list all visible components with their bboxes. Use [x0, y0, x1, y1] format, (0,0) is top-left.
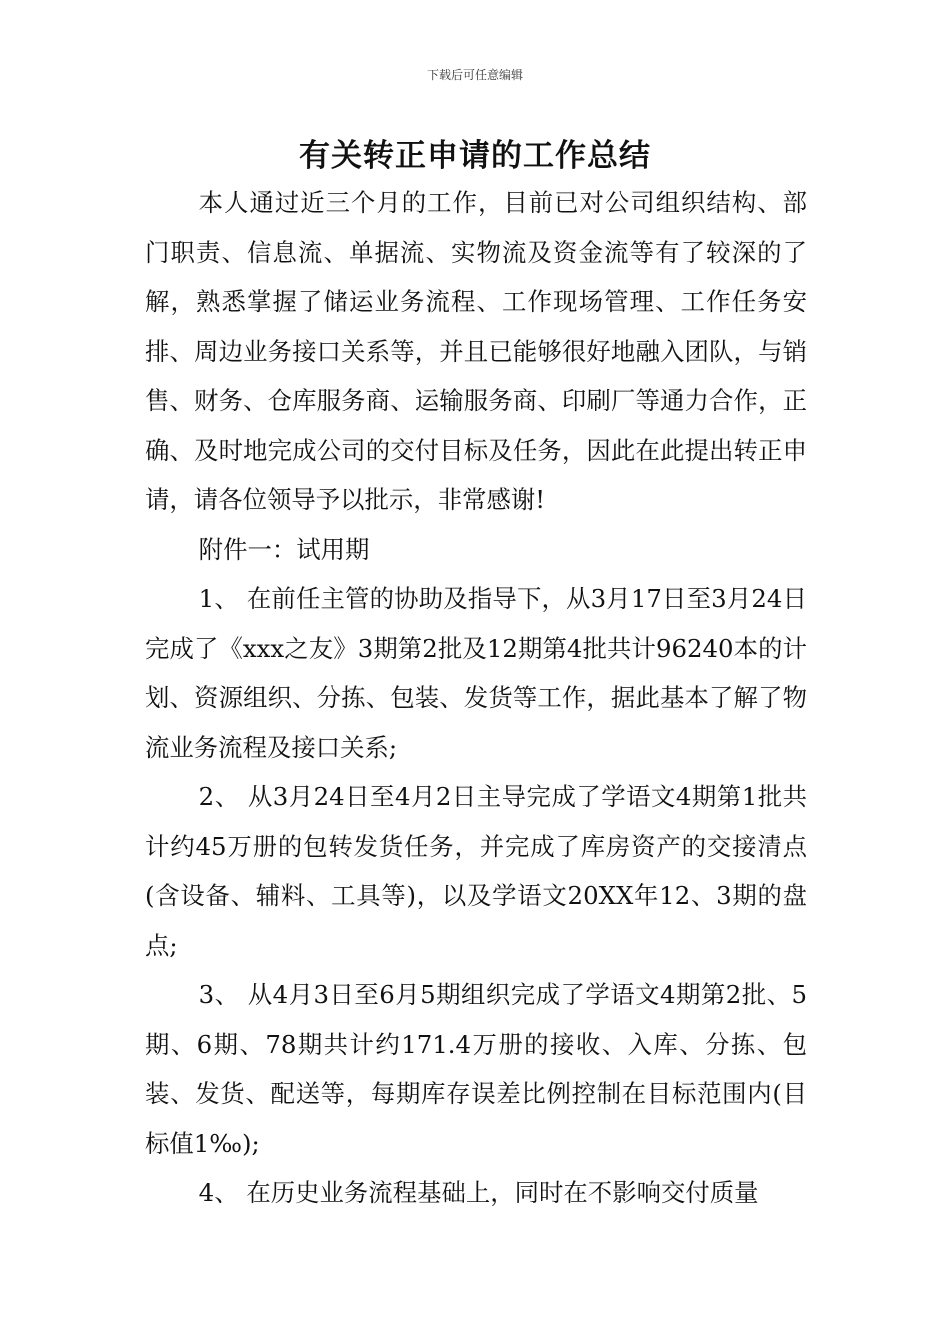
paragraph-item-4: 4、 在历史业务流程基础上，同时在不影响交付质量	[198, 1178, 759, 1207]
paragraph-attachment-heading: 附件一：试用期	[198, 534, 370, 564]
paragraph-intro: 本人通过近三个月的工作，目前已对公司组织结构、部门职责、信息流、单据流、实物流及资金流等有了较深的了解，熟悉掌握了储运业务流程、工作现场管理、工作任务安排、周边业务接口关系等，并且已能够很好地融入团队，与销售、财务、仓库服务商、运输服务商、印刷厂等通力合作，正确、及时地完成公司的交付目标及任务，因此在此提出转正申请，请各位领导予以批示，非常感谢!	[145, 188, 807, 514]
paragraph-item-3: 3、 从4月3日至6月5期组织完成了学语文4期第2批、5期、6期、78期共计约171.4万册的接收、入库、分拣、包装、发货、配送等，每期库存误差比例控制在目标范围内(目标值1‰);	[145, 980, 807, 1158]
paragraph-item-2: 2、 从3月24日至4月2日主导完成了学语文4期第1批共计约45万册的包转发货任务，并完成了库房资产的交接清点(含设备、辅料、工具等)，以及学语文20XX年12、3期的盘点;	[145, 782, 807, 960]
document-body	[145, 178, 807, 1218]
header-note: 下载后可任意编辑	[426, 68, 523, 82]
document-title: 有关转正申请的工作总结	[299, 138, 651, 174]
paragraph-item-1: 1、 在前任主管的协助及指导下，从3月17日至3月24日完成了《xxx之友》3期第2批及12期第4批共计96240本的计划、资源组织、分拣、包装、发货等工作，据此基本了解了物流业务流程及接口关系;	[145, 584, 807, 762]
